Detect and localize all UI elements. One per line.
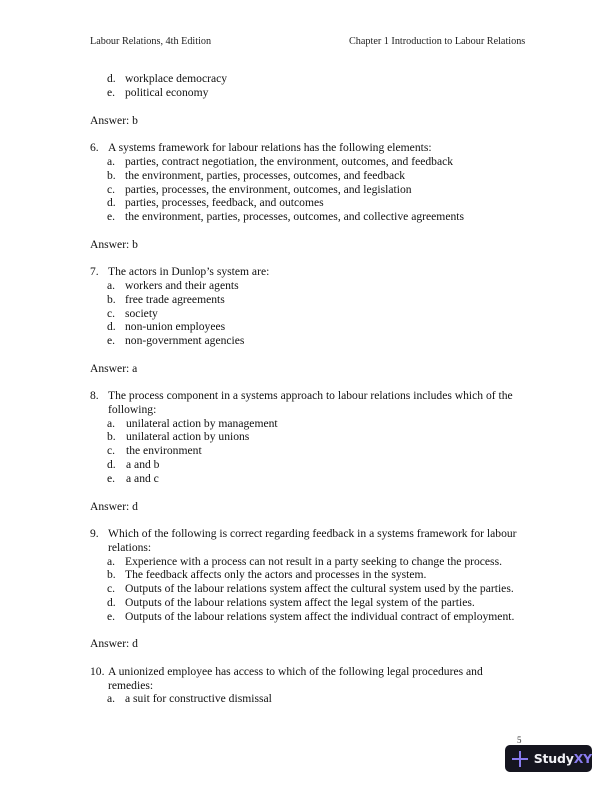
option-text: society [125,307,158,320]
option-letter: d. [107,596,116,609]
answer-line: Answer: b [90,114,138,127]
question-text: A unionized employee has access to which of the following legal procedures and [108,665,483,678]
option-letter: a. [107,417,116,430]
option-text: parties, processes, feedback, and outcomes [125,196,324,209]
option-text: political economy [125,86,209,99]
question-number: 7. [90,265,99,278]
option-letter: c. [107,582,116,595]
answer-line: Answer: d [90,637,138,650]
header-book-title: Labour Relations, 4th Edition [90,36,212,47]
option-letter: c. [107,307,116,320]
option-letter: d. [107,320,116,333]
option-text: parties, processes, the environment, outcomes, and legislation [125,183,412,196]
option-text: the environment [126,444,202,457]
option-text: free trade agreements [125,293,225,306]
question-number: 10. [90,665,105,678]
option-text: workers and their agents [125,279,239,292]
brand-accent: XY [573,751,592,766]
option-letter: e. [107,610,116,623]
option-letter: c. [107,444,116,457]
answer-line: Answer: d [90,500,138,513]
option-letter: e. [107,472,116,485]
brand-main: Study [533,751,574,766]
option-text: unilateral action by management [126,417,278,430]
plus-icon [512,751,528,767]
option-text: unilateral action by unions [126,430,250,443]
option-text: non-union employees [125,320,226,333]
option-letter: e. [107,210,116,223]
option-text: non-government agencies [125,334,245,347]
brand-logo-text [534,751,592,766]
option-letter: b. [107,430,116,443]
option-letter: a. [107,279,116,292]
question-text: The actors in Dunlop’s system are: [108,265,270,278]
option-text: a and c [126,472,159,485]
option-text: The feedback affects only the actors and processes in the system. [125,568,427,581]
option-text: the environment, parties, processes, outcomes, and collective agreements [125,210,464,223]
option-letter: a. [107,555,116,568]
question-text: remedies: [108,679,154,692]
option-letter: c. [107,183,116,196]
option-letter: b. [107,568,116,581]
question-text: The process component in a systems approach to labour relations includes which of the [108,389,513,402]
option-letter: d. [107,458,116,471]
option-text: Outputs of the labour relations system affect the legal system of the parties. [125,596,475,609]
question-number: 9. [90,527,99,540]
option-text: a suit for constructive dismissal [125,692,272,705]
option-letter: e. [107,86,116,99]
question-number: 8. [90,389,99,402]
option-text: the environment, parties, processes, outcomes, and feedback [125,169,406,182]
option-letter: d. [107,72,116,85]
option-letter: b. [107,293,116,306]
answer-line: Answer: a [90,362,138,375]
option-text: Outputs of the labour relations system affect the cultural system used by the parties. [125,582,514,595]
question-number: 6. [90,141,99,154]
answer-line: Answer: b [90,238,138,251]
option-text: parties, contract negotiation, the environment, outcomes, and feedback [125,155,454,168]
studyxy-badge[interactable] [505,745,592,772]
header-chapter-title: Chapter 1 Introduction to Labour Relations [349,36,526,47]
option-letter: d. [107,196,116,209]
option-text: a and b [126,458,160,471]
option-letter: a. [107,692,116,705]
page-number: 5 [517,735,522,745]
question-text: following: [108,403,157,416]
question-text: relations: [108,541,152,554]
question-text: A systems framework for labour relations has the following elements: [108,141,432,154]
question-text: Which of the following is correct regarding feedback in a systems framework for labour [108,527,517,540]
option-text: workplace democracy [125,72,228,85]
option-text: Experience with a process can not result in a party seeking to change the process. [125,555,502,568]
option-letter: a. [107,155,116,168]
option-letter: b. [107,169,116,182]
option-letter: e. [107,334,116,347]
option-text: Outputs of the labour relations system affect the individual contract of employment. [125,610,515,623]
